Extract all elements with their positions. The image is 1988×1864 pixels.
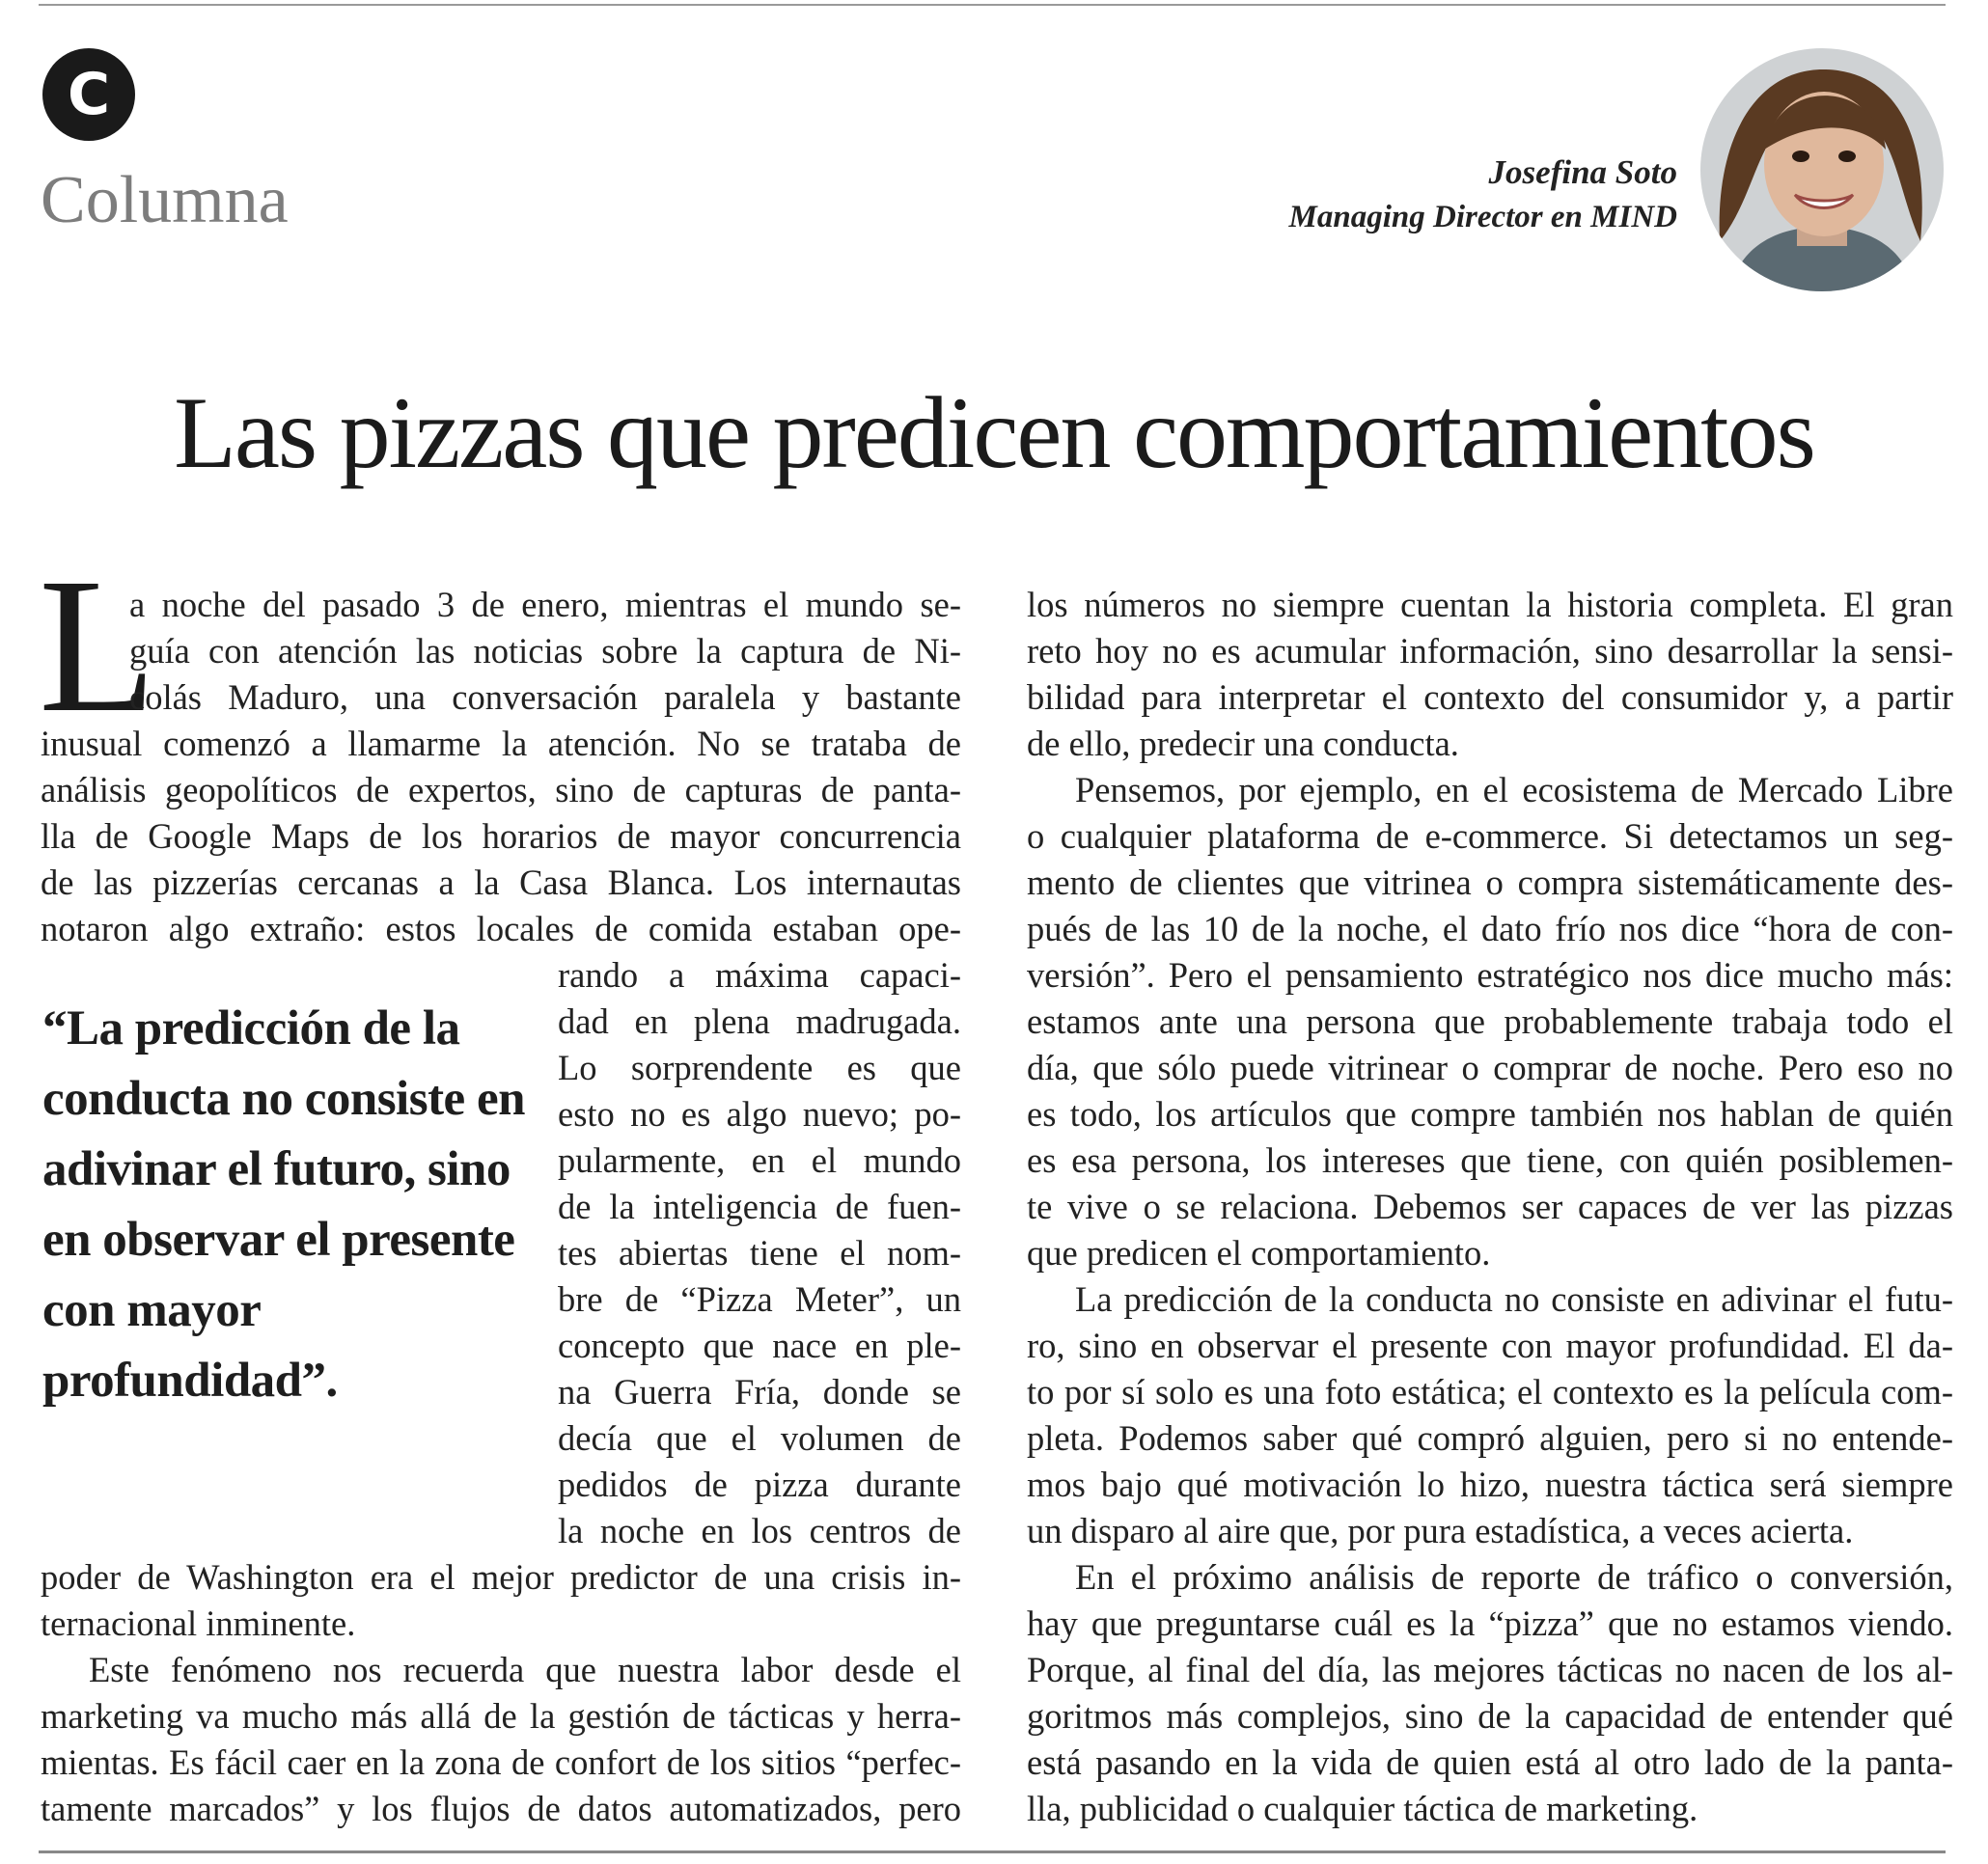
section-badge: C <box>42 48 135 141</box>
right-column-line: hay que preguntarse cuál es la “pizza” que no estamos viendo. <box>1027 1604 1953 1643</box>
right-column-line: o cualquier plataforma de e-commerce. Si detectamos un seg- <box>1027 816 1953 856</box>
right-column-line: es esa persona, los intereses que tiene, con quién posiblemen- <box>1027 1140 1953 1180</box>
right-column-line: La predicción de la conducta no consiste en adivinar el futu- <box>1075 1279 1953 1319</box>
left-column-line: lla de Google Maps de los horarios de mayor concurrencia <box>41 816 961 856</box>
left-column-line: análisis geopolíticos de expertos, sino de capturas de panta- <box>41 770 961 809</box>
right-column-line: te vive o se relaciona. Debemos ser capaces de ver las pizzas <box>1027 1187 1953 1226</box>
right-column-line: Pensemos, por ejemplo, en el ecosistema de Mercado Libre <box>1075 770 1953 809</box>
left-column-line: na Guerra Fría, donde se <box>558 1372 961 1412</box>
left-column-line: guía con atención las noticias sobre la captura de Ni- <box>129 631 961 671</box>
right-column-line: goritmos más complejos, sino de la capacidad de entender qué <box>1027 1696 1953 1736</box>
left-column-line: mientas. Es fácil caer en la zona de confort de los sitios “perfec- <box>41 1742 961 1782</box>
author-photo <box>1700 48 1944 291</box>
left-column-line: tes abiertas tiene el nom- <box>558 1233 961 1273</box>
left-column-line: Este fenómeno nos recuerda que nuestra labor desde el <box>89 1650 961 1689</box>
right-column-line: los números no siempre cuentan la historia completa. El gran <box>1027 585 1953 624</box>
right-column-line: día, que sólo puede vitrinear o comprar de noche. Pero eso no <box>1027 1048 1953 1087</box>
left-column-line: Lo sorprendente es que <box>558 1048 961 1087</box>
right-column-line: to por sí solo es una foto estática; el contexto es la película com- <box>1027 1372 1953 1412</box>
right-column-line: bilidad para interpretar el contexto del consumidor y, a partir <box>1027 677 1953 717</box>
left-column-line: inusual comenzó a llamarme la atención. No se trataba de <box>41 724 961 763</box>
top-rule <box>39 4 1946 6</box>
left-column-line: de la inteligencia de fuen- <box>558 1187 961 1226</box>
author-role: Managing Director en MIND <box>1288 200 1677 234</box>
left-column-line: notaron algo extraño: estos locales de comida estaban ope- <box>41 909 961 948</box>
right-column-line: mos bajo qué motivación lo hizo, nuestra táctica será siempre <box>1027 1465 1953 1504</box>
left-column-line: decía que el volumen de <box>558 1418 961 1458</box>
left-column-line: tamente marcados” y los flujos de datos automatizados, pero <box>41 1789 961 1828</box>
bottom-rule <box>39 1850 1946 1853</box>
right-column-line: pués de las 10 de la noche, el dato frío nos dice “hora de con- <box>1027 909 1953 948</box>
right-column-line: que predicen el comportamiento. <box>1027 1233 1491 1273</box>
right-column-line: ro, sino en observar el presente con mayor profundidad. El da- <box>1027 1326 1953 1365</box>
right-column-line: pleta. Podemos saber qué compró alguien, pero si no entende- <box>1027 1418 1953 1458</box>
left-column-line: ternacional inminente. <box>41 1604 356 1643</box>
left-column-line: marketing va mucho más allá de la gestión de tácticas y herra- <box>41 1696 961 1736</box>
author-byline <box>1289 151 1677 239</box>
left-column-line: dad en plena madrugada. <box>558 1001 961 1041</box>
section-label: Columna <box>41 163 289 237</box>
left-column-line: a noche del pasado 3 de enero, mientras el mundo se- <box>129 585 961 624</box>
headline: Las pizzas que predicen comportamientos <box>174 376 1814 489</box>
right-column-line: reto hoy no es acumular información, sino desarrollar la sensi- <box>1027 631 1953 671</box>
left-column-line: pedidos de pizza durante <box>558 1465 961 1504</box>
right-column-line: es todo, los artículos que compre también nos hablan de quién <box>1027 1094 1953 1134</box>
right-column-line: En el próximo análisis de reporte de tráfico o conversión, <box>1075 1557 1953 1597</box>
right-column-line: Porque, al final del día, las mejores tácticas no nacen de los al- <box>1027 1650 1953 1689</box>
pull-quote: “La predicción de la conducta no consiste en adivinar el futuro, sino en observar el presente con mayor profundidad”. <box>42 1001 525 1408</box>
right-column-line: estamos ante una persona que probablemente trabaja todo el <box>1027 1001 1953 1041</box>
left-column-line: colás Maduro, una conversación paralela y bastante <box>129 677 961 717</box>
right-column-line: está pasando en la vida de quien está al otro lado de la panta- <box>1027 1742 1953 1782</box>
right-column-line: mento de clientes que vitrinea o compra sistemáticamente des- <box>1027 863 1953 902</box>
left-column-line: poder de Washington era el mejor predictor de una crisis in- <box>41 1557 961 1597</box>
left-column-line: bre de “Pizza Meter”, un <box>558 1279 961 1319</box>
right-column-line: lla, publicidad o cualquier táctica de marketing. <box>1027 1789 1698 1828</box>
right-column-line: un disparo al aire que, por pura estadística, a veces acierta. <box>1027 1511 1854 1550</box>
left-column-line: concepto que nace en ple- <box>558 1326 961 1365</box>
left-column-line: rando a máxima capaci- <box>558 955 961 995</box>
left-column-line: de las pizzerías cercanas a la Casa Blanca. Los internautas <box>41 863 961 902</box>
left-column-line: esto no es algo nuevo; po- <box>558 1094 961 1134</box>
drop-cap: L <box>39 539 157 753</box>
left-column-line: pularmente, en el mundo <box>558 1140 961 1180</box>
right-column-line: versión”. Pero el pensamiento estratégico nos dice mucho más: <box>1027 955 1953 995</box>
author-name: Josefina Soto <box>1488 153 1677 191</box>
right-column-line: de ello, predecir una conducta. <box>1027 724 1459 763</box>
left-column-line: la noche en los centros de <box>558 1511 961 1550</box>
